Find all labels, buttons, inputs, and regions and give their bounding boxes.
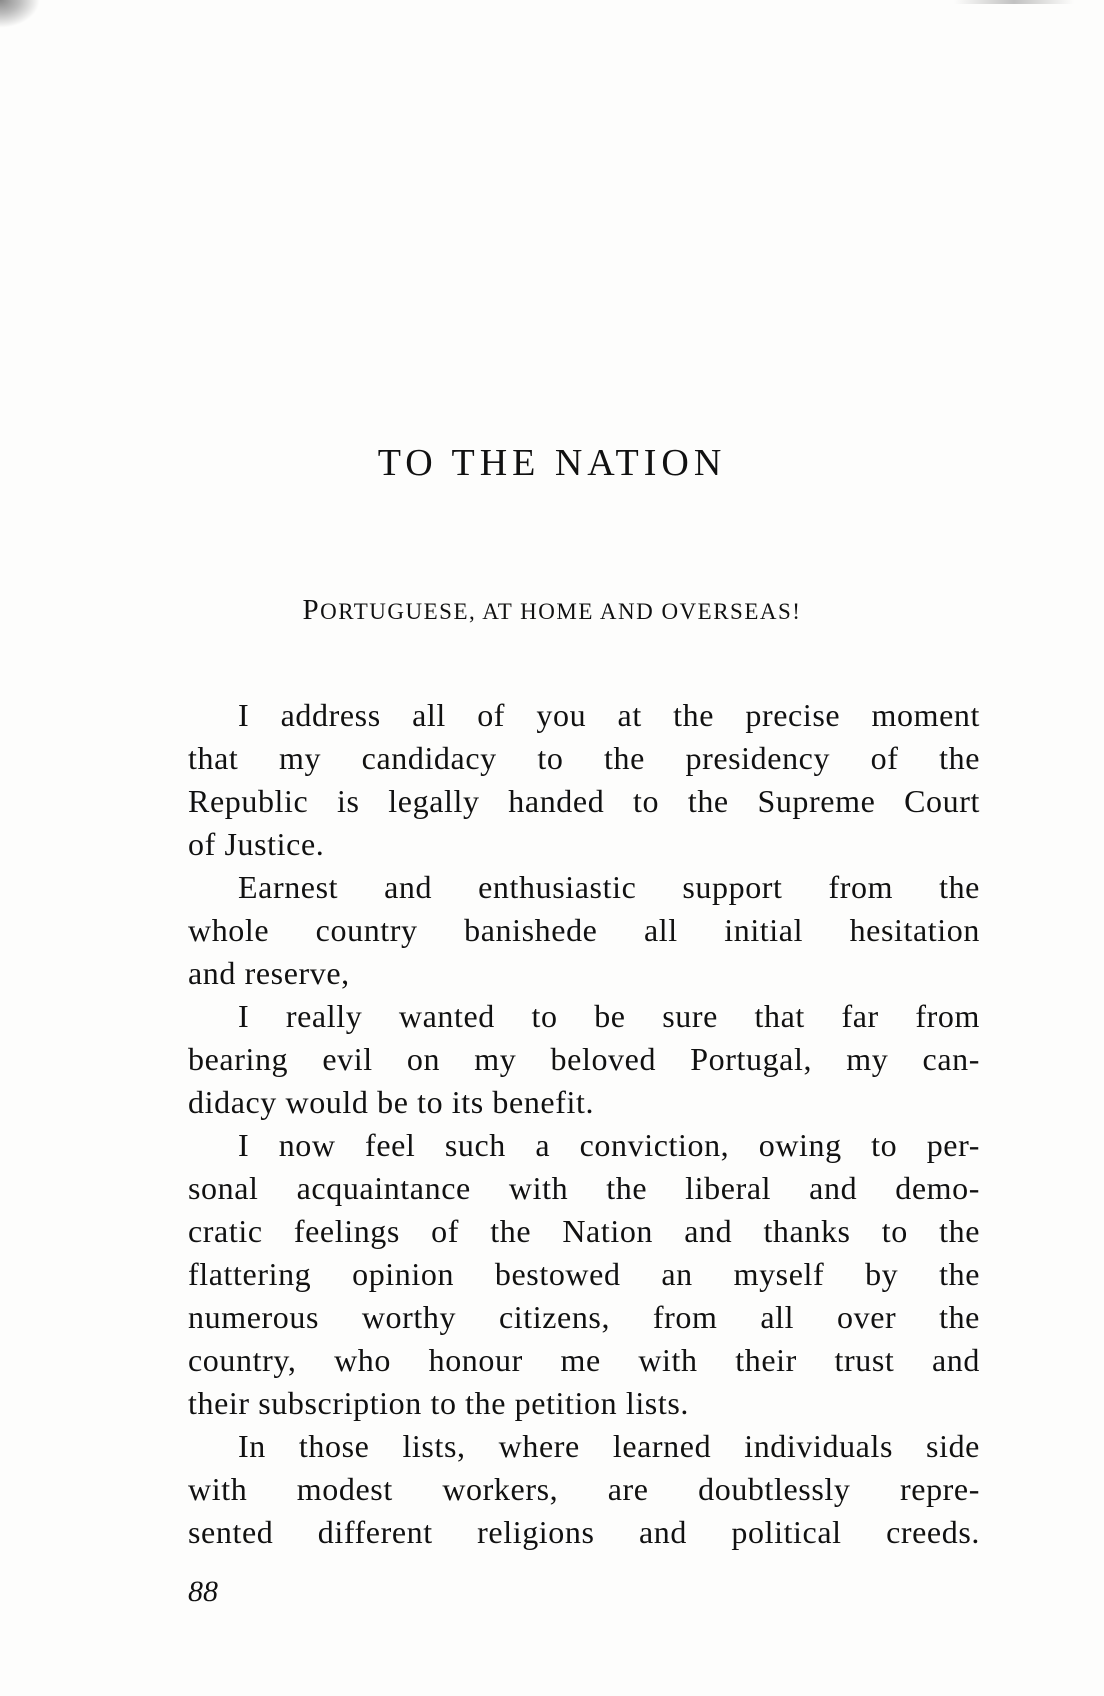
text-line: their subscription to the petition lists. — [188, 1385, 690, 1421]
text-line: cratic feelings of the Nation and thanks to the — [188, 1213, 980, 1249]
text-line: numerous worthy citizens, from all over the — [188, 1299, 980, 1335]
scan-edge-smudge — [954, 0, 1074, 4]
page-title: TO THE NATION — [377, 442, 727, 484]
page-number: 88 — [188, 1575, 218, 1608]
text-line: I now feel such a conviction, owing to per- — [238, 1127, 980, 1163]
text-line: sented different religions and political creeds. — [188, 1514, 980, 1550]
text-line: with modest workers, are doubtlessly repre- — [188, 1471, 980, 1507]
salutation-initial: P — [302, 594, 321, 626]
text-line: whole country banishede all initial hesitation — [188, 912, 980, 948]
text-line: didacy would be to its benefit. — [188, 1084, 595, 1120]
text-line: country, who honour me with their trust and — [188, 1342, 980, 1378]
salutation — [0, 593, 1104, 629]
text-line: I really wanted to be sure that far from — [238, 998, 980, 1034]
text-line: I address all of you at the precise moment — [238, 697, 980, 733]
text-line: and reserve, — [188, 955, 350, 991]
text-line: bearing evil on my beloved Portugal, my can- — [188, 1041, 980, 1077]
text-line: Earnest and enthusiastic support from the — [238, 869, 980, 905]
text-line: sonal acquaintance with the liberal and demo- — [188, 1170, 980, 1206]
text-line: Republic is legally handed to the Supreme Court — [188, 783, 980, 819]
text-line: that my candidacy to the presidency of the — [188, 740, 980, 776]
body-text — [188, 694, 980, 1554]
salutation-rest: ORTUGUESE, AT HOME AND OVERSEAS! — [320, 599, 802, 624]
text-line: flattering opinion bestowed an myself by the — [188, 1256, 980, 1292]
text-line: In those lists, where learned individuals side — [238, 1428, 980, 1464]
text-line: of Justice. — [188, 826, 325, 862]
scan-corner-mark — [0, 0, 40, 28]
